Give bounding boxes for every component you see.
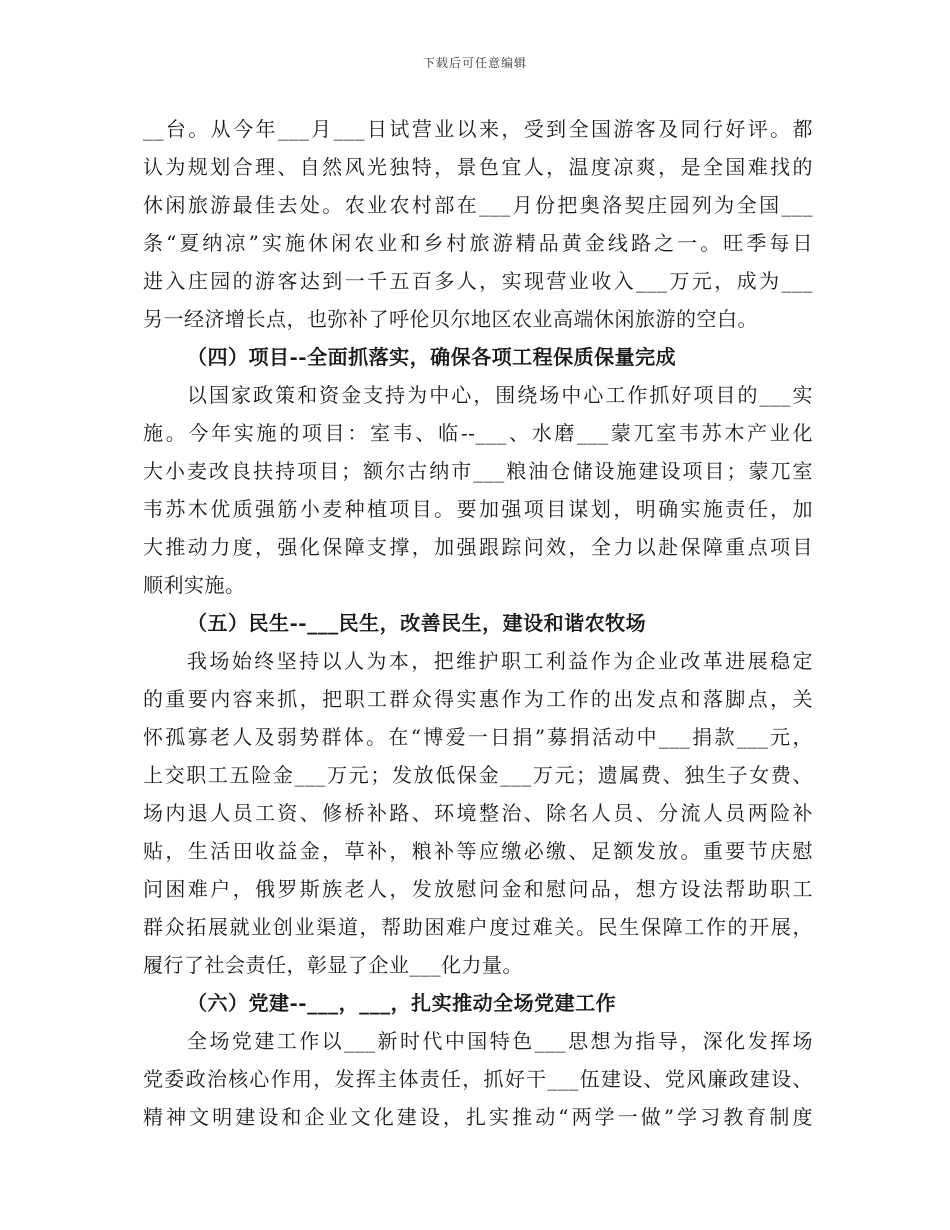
- body-line: 上交职工五险金___万元；发放低保金___万元；遗属费、独生子女费、: [143, 763, 813, 787]
- section-heading: （四）项目--全面抓落实，确保各项工程保质保量完成: [187, 345, 677, 369]
- body-line: 群众拓展就业创业渠道，帮助困难户度过难关。民生保障工作的开展，: [143, 915, 813, 939]
- body-line: 大小麦改良扶持项目；额尔古纳市___粮油仓储设施建设项目；蒙兀室: [143, 459, 813, 483]
- body-line: 认为规划合理、自然风光独特，景色宜人，温度凉爽，是全国难找的: [143, 155, 813, 179]
- page-header: 下载后可任意编辑: [422, 56, 527, 70]
- body-line: 全场党建工作以___新时代中国特色___思想为指导，深化发挥场: [187, 1029, 813, 1053]
- body-line: 精神文明建设和企业文化建设，扎实推动“两学一做”学习教育制度: [143, 1105, 813, 1129]
- body-line: __台。从今年___月___日试营业以来，受到全国游客及同行好评。都: [143, 117, 813, 141]
- body-line: 的重要内容来抓，把职工群众得实惠作为工作的出发点和落脚点，关: [143, 687, 813, 711]
- document-body: [143, 110, 813, 1136]
- body-line: 条“夏纳凉”实施休闲农业和乡村旅游精品黄金线路之一。旺季每日: [143, 231, 813, 255]
- body-line: 履行了社会责任，彰显了企业___化力量。: [143, 953, 523, 977]
- body-line: 顺利实施。: [143, 573, 246, 597]
- body-line: 问困难户，俄罗斯族老人，发放慰问金和慰问品，想方设法帮助职工: [143, 877, 813, 901]
- section-heading: （六）党建--___，___，扎实推动全场党建工作: [187, 991, 617, 1015]
- body-line: 韦苏木优质强筋小麦种植项目。要加强项目谋划，明确实施责任，加: [143, 497, 813, 521]
- section-heading: （五）民生--___民生，改善民生，建设和谐农牧场: [187, 611, 647, 635]
- body-line: 怀孤寡老人及弱势群体。在“博爱一日捐”募捐活动中___捐款___元，: [143, 725, 813, 749]
- body-line: 大推动力度，强化保障支撑，加强跟踪问效，全力以赴保障重点项目: [143, 535, 813, 559]
- body-line: 党委政治核心作用，发挥主体责任，抓好干___伍建设、党风廉政建设、: [143, 1067, 813, 1091]
- body-line: 进入庄园的游客达到一千五百多人，实现营业收入___万元，成为___: [143, 269, 813, 293]
- body-line: 我场始终坚持以人为本，把维护职工利益作为企业改革进展稳定: [187, 649, 813, 673]
- body-line: 施。今年实施的项目：室韦、临--___、水磨___蒙兀室韦苏木产业化: [143, 421, 813, 445]
- body-line: 贴，生活田收益金，草补，粮补等应缴必缴、足额发放。重要节庆慰: [143, 839, 813, 863]
- body-line: 休闲旅游最佳去处。农业农村部在___月份把奥洛契庄园列为全国___: [143, 193, 813, 217]
- body-line: 场内退人员工资、修桥补路、环境整治、除名人员、分流人员两险补: [143, 801, 813, 825]
- body-line: 另一经济增长点，也弥补了呼伦贝尔地区农业高端休闲旅游的空白。: [143, 307, 758, 331]
- body-line: 以国家政策和资金支持为中心，围绕场中心工作抓好项目的___实: [187, 383, 813, 407]
